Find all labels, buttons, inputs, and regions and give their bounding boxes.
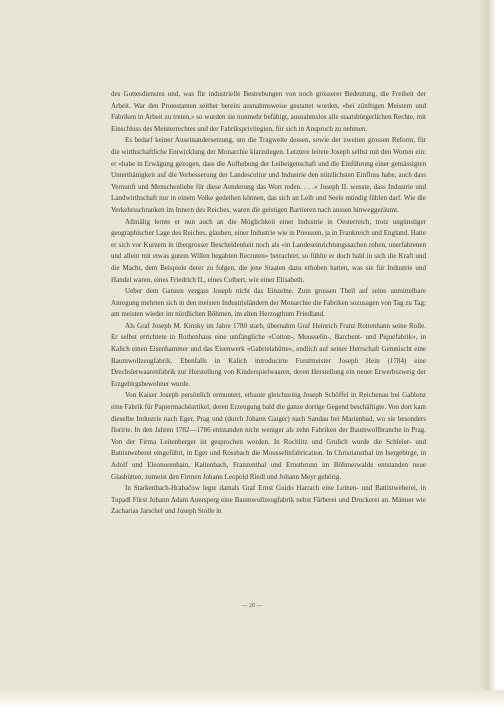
page-number: — 28 —	[241, 603, 263, 609]
paragraph: des Gottesdienstes und, was für industrielle Bestrebungen von noch grösserer Bedeutung, die Freiheit der Arbeit. War den Protestanten seither bereits ausnahmsweise gestattet worden, «bei zünftigen Meistern und Fabriken in Arbeit zu treten,» so wurden sie nunmehr befähigt, ausnahmslos alle staatsbürgerlichen Rechte, mit Einschluss des Meisterrechtes und der Fabriksprivilegien, für sich in Anspruch zu nehmen.	[111, 90, 426, 133]
paragraph: Es bedarf keiner Auseinandersetzung, um die Tragweite dessen, sowie der zweiten grossen Reform, für die wirthschaftliche Entwicklung der Monarchie klarzulegen. Letztere leitete Joseph selbst mit den Worten ein: er «habe in Erwägung gezogen, dass die Aufhebung der Leibeigenschaft und die Einführung einer gemässigten Unterthänigkeit auf die Verbesserung der Landescultur und Industrie den nützlichsten Einfluss habe, auch dass Vernunft und Menschenliebe für diese Aenderung das Wort reden. . . .» Joseph II. wusste, dass Industrie und Landwirthschaft nur in einem Volke gedeihen können, das sich an Leib und Seele mündig fühlen darf. Wie die Verkehrsschranken im Innern des Reiches, waren die geistigen Barrieren nach aussen hinweggeräumt.	[111, 136, 426, 214]
paragraph: Als Graf Joseph M. Kinsky im Jahre 1780 starb, übernahm Graf Heinrich Franz Rottenhann seine Rolle. Er selbst errichtete in Rothenhaus eine umfängliche «Cotton-, Mousselin-, Barchent- und Piquéfabrik», in Kalich einen Eisenhammer und das Eisenwerk «Gabrielahütte», endlich auf seiner Herrschaft Gemnischt eine Baumwollzeugfabrik. Ebenfalls in Kalich introducirte Forstmeister Joseph Hein (1784) eine Drechslerwaarenfabrik zur Herstellung von Kinderspielwaaren, deren Herstellung ein neuer Erwerbszweig der Erzgebirgsbewohner wurde.	[111, 321, 426, 388]
paragraph: Von Kaiser Joseph persönlich ermuntert, erbaute gleichzeitig Joseph Schöffel in Reichenau bei Gablonz eine Fabrik für Papiermachéartikel, deren Erzeugung bald die ganze dortige Gegend beschäftigte. Von dort kam dieselbe Industrie nach Eger, Prag und (durch Johann Gaiger) nach Sandau bei Marienbad, wo sie besonders florirte. In den Jahren 1782—1786 entstanden nicht weniger als zehn Fabriken der Baumwollbranche in Prag. Von der Firma Leitenberger ist gesprochen worden. In Rochlitz und Grulich wurde die Schleier- und Battistweberei eingeführt, in Eger und Rossbach die Mousselinfabrication. In Christiansthal im Isergebirge, in Adolf und Eleonorenhain, Kaltenbach, Franzenthal und Ernstbrunn im Böhmerwalde entstanden neue Glashütten, zumeist den Firmen Johann Leopold Riedl und Johann Meyr gehörig.	[111, 391, 426, 481]
paragraph: Ueber dem Ganzen vergass Joseph nicht das Einzelne. Zum grossen Theil auf seine unmittelbare Anregung mehrten sich in den meisten Industrieländern der Monarchie die Fabriken sozusagen von Tag zu Tag; am meisten wieder im nördlichen Böhmen, im alten Herzogthum Friedland.	[111, 287, 426, 319]
paragraph: In Starkenbach-Hrabačow legte damals Graf Ernst Guido Harrach eine Leinen- und Battistweberei, in Tupadl Fürst Johann Adam Auersperg eine Baumwollzeugfabrik nebst Färberei und Druckerei an. Männer wie Zacharias Jarschel und Joseph Stolle in	[111, 484, 426, 516]
paragraph: Allmälig lernte er nun auch an die Möglichkeit einer Industrie in Oesterreich, trotz ungünstiger geographischer Lage des Reiches, glauben, einer Industrie wie in Preussen, ja in Frankreich und England. Hatte er sich vor Kurzem in übergrosser Bescheidenheit noch als «in Landeseinrichtungssachen rohen, unerfahrenen und allein mit etwas gutem Willen begabten Recruten» betrachtet, so fühlte er doch bald in sich die Kraft und die Macht, dem Beispiele derer zu folgen, die jene Staaten dazu erhoben hatten, was sie für Industrie und Handel waren, eines Friedrich II., eines Colbert, wie einer Elisabeth.	[111, 217, 426, 284]
body-text	[111, 89, 426, 518]
page-bottom-edge	[0, 690, 504, 708]
page-edge-shadow	[478, 0, 504, 708]
